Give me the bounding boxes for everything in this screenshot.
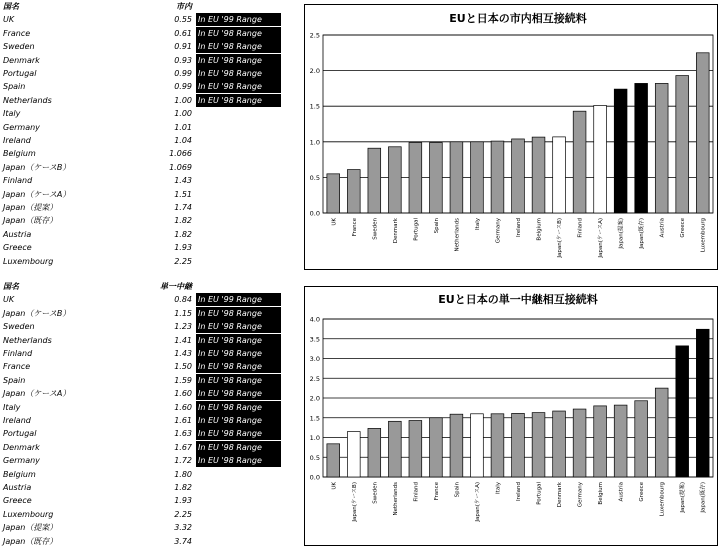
table-row bbox=[0, 147, 282, 160]
bar bbox=[573, 409, 586, 477]
row-rate: 1.82 bbox=[174, 229, 192, 239]
row-rate: 1.50 bbox=[174, 362, 192, 372]
range-badge: In EU '98 Range bbox=[196, 387, 281, 400]
y-tick-label: 0.5 bbox=[309, 453, 320, 462]
table-row bbox=[0, 468, 282, 481]
bar bbox=[512, 139, 525, 213]
table-row bbox=[0, 334, 282, 347]
row-rate: 1.066 bbox=[169, 149, 192, 159]
row-rate: 1.60 bbox=[174, 402, 192, 412]
row-country: Greece bbox=[3, 496, 32, 506]
table-row bbox=[0, 307, 282, 320]
table-row bbox=[0, 347, 282, 360]
header-rate: 単一中継 bbox=[160, 282, 192, 291]
x-tick-label: Austria bbox=[618, 482, 625, 502]
x-tick-label: Belgium bbox=[536, 217, 543, 241]
bar bbox=[409, 421, 422, 477]
row-rate: 1.93 bbox=[174, 496, 192, 506]
x-tick-label: Greece bbox=[639, 482, 646, 502]
bar bbox=[512, 413, 525, 477]
row-country: Finland bbox=[3, 176, 33, 186]
x-tick-label: Belgium bbox=[598, 482, 605, 505]
y-tick-label: 2.5 bbox=[309, 374, 320, 383]
row-country: Japan（ケースB） bbox=[3, 308, 71, 318]
y-tick-label: 1.0 bbox=[309, 138, 320, 147]
range-badge: In EU '98 Range bbox=[196, 347, 281, 360]
row-rate: 1.63 bbox=[174, 429, 192, 439]
row-country: Germany bbox=[3, 122, 40, 132]
chart-title: EUと日本の単一中継相互接続料 bbox=[438, 293, 598, 306]
row-rate: 1.61 bbox=[174, 416, 192, 425]
transit-rate-chart bbox=[305, 287, 717, 545]
table-row bbox=[0, 320, 282, 333]
row-rate: 3.32 bbox=[174, 523, 192, 533]
row-country: Denmark bbox=[3, 55, 40, 65]
row-rate: 1.82 bbox=[174, 483, 192, 492]
x-tick-label: Japan(既存) bbox=[700, 482, 707, 513]
range-badge: In EU '99 Range bbox=[196, 293, 281, 306]
y-tick-label: 0.0 bbox=[309, 209, 320, 218]
y-tick-label: 0.5 bbox=[309, 173, 320, 182]
range-badge: In EU '98 Range bbox=[196, 414, 281, 427]
row-rate: 1.59 bbox=[174, 375, 192, 385]
header-rate: 市内 bbox=[176, 2, 192, 11]
row-country: Germany bbox=[3, 456, 40, 466]
y-tick-label: 2.0 bbox=[309, 67, 320, 76]
row-country: Luxembourg bbox=[3, 509, 54, 519]
chart-title: EUと日本の市内相互接続料 bbox=[449, 12, 587, 25]
row-country: Luxembourg bbox=[3, 256, 54, 266]
row-rate: 1.01 bbox=[174, 122, 192, 132]
table-row bbox=[0, 414, 282, 427]
bar bbox=[573, 111, 586, 213]
range-badge: In EU '98 Range bbox=[196, 80, 281, 93]
x-tick-label: Japan(ケースA) bbox=[598, 218, 605, 258]
range-badge: In EU '98 Range bbox=[196, 454, 281, 467]
range-badge: In EU '99 Range bbox=[196, 13, 281, 26]
row-rate: 1.93 bbox=[174, 243, 192, 253]
row-country: Japan（提案） bbox=[3, 523, 58, 533]
table-row bbox=[0, 255, 282, 268]
table-row bbox=[0, 535, 282, 548]
row-country: Japan（ケースB） bbox=[3, 162, 71, 172]
table-row bbox=[0, 94, 282, 107]
x-tick-label: Japan(提案) bbox=[618, 218, 625, 249]
bar bbox=[450, 142, 463, 213]
bar bbox=[696, 329, 709, 477]
row-rate: 0.99 bbox=[174, 82, 192, 92]
bar bbox=[347, 170, 360, 213]
bar bbox=[532, 413, 545, 477]
table-row bbox=[0, 107, 282, 120]
row-country: Japan（ケースA） bbox=[3, 189, 71, 199]
x-tick-label: France bbox=[351, 218, 358, 237]
x-tick-label: Netherlands bbox=[392, 482, 399, 516]
range-badge: In EU '98 Range bbox=[196, 307, 281, 320]
row-rate: 1.60 bbox=[174, 389, 192, 399]
row-rate: 1.74 bbox=[174, 203, 192, 212]
bar bbox=[327, 444, 340, 477]
table-row bbox=[0, 134, 282, 147]
table-row bbox=[0, 481, 282, 494]
x-tick-label: Finland bbox=[413, 482, 420, 502]
row-country: Ireland bbox=[3, 416, 31, 425]
range-badge: In EU '98 Range bbox=[196, 94, 281, 107]
table-row bbox=[0, 454, 282, 467]
bar bbox=[491, 141, 504, 213]
table-row bbox=[0, 508, 282, 521]
bar bbox=[471, 142, 484, 213]
table-row bbox=[0, 174, 282, 187]
row-rate: 1.41 bbox=[174, 335, 192, 345]
x-tick-label: Japan(ケースB) bbox=[557, 218, 564, 258]
table-row bbox=[0, 54, 282, 67]
y-tick-label: 0.0 bbox=[309, 473, 320, 482]
row-country: Portugal bbox=[3, 429, 37, 439]
row-rate: 1.72 bbox=[174, 456, 192, 466]
table-row bbox=[0, 241, 282, 254]
bar bbox=[327, 174, 340, 213]
x-tick-label: Italy bbox=[474, 218, 481, 230]
bar bbox=[430, 418, 443, 477]
y-tick-label: 2.0 bbox=[309, 394, 320, 403]
row-country: Portugal bbox=[3, 69, 37, 78]
row-country: Finland bbox=[3, 349, 33, 358]
y-tick-label: 1.0 bbox=[309, 434, 320, 442]
bar bbox=[614, 405, 627, 477]
x-tick-label: Netherlands bbox=[454, 218, 461, 252]
row-rate: 1.43 bbox=[174, 176, 192, 186]
row-country: Japan（既存） bbox=[3, 536, 58, 546]
bar bbox=[430, 143, 443, 213]
bar bbox=[471, 414, 484, 477]
y-tick-label: 1.5 bbox=[309, 102, 320, 111]
row-rate: 1.15 bbox=[174, 308, 192, 318]
row-country: UK bbox=[3, 295, 15, 305]
bar bbox=[409, 143, 422, 213]
local-rate-table bbox=[0, 0, 282, 272]
y-tick-label: 3.5 bbox=[309, 335, 320, 344]
table-row bbox=[0, 228, 282, 241]
bar bbox=[368, 428, 381, 477]
row-country: Spain bbox=[3, 375, 26, 385]
table-row bbox=[0, 161, 282, 174]
bar bbox=[388, 147, 401, 213]
row-country: Japan（ケースA） bbox=[3, 389, 71, 399]
x-tick-label: Spain bbox=[433, 218, 440, 234]
x-tick-label: Germany bbox=[577, 482, 584, 508]
x-tick-label: Japan(既存) bbox=[639, 218, 646, 249]
x-tick-label: Greece bbox=[680, 218, 687, 238]
table-row bbox=[0, 80, 282, 93]
row-country: UK bbox=[3, 15, 15, 25]
x-tick-label: Austria bbox=[659, 218, 666, 238]
x-tick-label: Denmark bbox=[557, 482, 564, 508]
row-country: Belgium bbox=[3, 469, 36, 479]
table-row bbox=[0, 40, 282, 53]
row-rate: 1.00 bbox=[174, 95, 192, 105]
range-badge: In EU '98 Range bbox=[196, 334, 281, 347]
row-country: Belgium bbox=[3, 149, 36, 159]
bar bbox=[553, 137, 566, 213]
table-row bbox=[0, 441, 282, 454]
table-row bbox=[0, 494, 282, 507]
row-country: France bbox=[3, 28, 31, 38]
table-row bbox=[0, 121, 282, 134]
row-country: Greece bbox=[3, 243, 32, 253]
row-country: Japan（提案） bbox=[3, 203, 58, 212]
x-tick-label: Japan(提案) bbox=[680, 482, 687, 513]
x-tick-label: Portugal bbox=[413, 218, 420, 241]
bar bbox=[696, 53, 709, 213]
x-tick-label: Luxembourg bbox=[659, 482, 666, 517]
row-rate: 2.25 bbox=[174, 256, 192, 266]
range-badge: In EU '98 Range bbox=[196, 360, 281, 373]
row-rate: 3.74 bbox=[174, 536, 192, 546]
bar bbox=[655, 83, 668, 213]
bar bbox=[594, 105, 607, 213]
bar bbox=[594, 406, 607, 477]
table-row bbox=[0, 27, 282, 40]
row-rate: 1.43 bbox=[174, 349, 192, 358]
x-tick-label: Italy bbox=[495, 482, 502, 494]
row-rate: 1.00 bbox=[174, 109, 192, 119]
row-rate: 1.23 bbox=[174, 322, 192, 332]
row-rate: 1.51 bbox=[174, 189, 192, 199]
row-country: Austria bbox=[3, 229, 32, 239]
x-tick-label: France bbox=[433, 482, 440, 501]
bar bbox=[635, 83, 648, 213]
bar bbox=[347, 432, 360, 477]
y-tick-label: 2.5 bbox=[309, 31, 320, 40]
row-rate: 0.93 bbox=[174, 55, 192, 65]
range-badge: In EU '98 Range bbox=[196, 427, 281, 440]
range-badge: In EU '98 Range bbox=[196, 27, 281, 40]
bar bbox=[553, 411, 566, 477]
row-country: Sweden bbox=[3, 42, 35, 52]
table-row bbox=[0, 201, 282, 214]
x-tick-label: Luxembourg bbox=[700, 218, 707, 253]
row-country: Japan（既存） bbox=[3, 216, 58, 226]
table-row bbox=[0, 293, 282, 306]
range-badge: In EU '98 Range bbox=[196, 441, 281, 454]
row-country: Spain bbox=[3, 82, 26, 92]
row-rate: 2.25 bbox=[174, 509, 192, 519]
table-row bbox=[0, 521, 282, 534]
row-rate: 1.67 bbox=[174, 442, 192, 452]
bar bbox=[676, 346, 689, 477]
range-badge: In EU '98 Range bbox=[196, 401, 281, 414]
row-rate: 0.84 bbox=[174, 295, 192, 305]
x-tick-label: Japan(ケースB) bbox=[351, 482, 358, 522]
row-rate: 1.80 bbox=[174, 469, 192, 479]
row-country: France bbox=[3, 362, 31, 372]
bar bbox=[368, 148, 381, 213]
local-rate-chart bbox=[305, 5, 717, 269]
x-tick-label: Spain bbox=[454, 482, 461, 498]
row-country: Sweden bbox=[3, 322, 35, 332]
row-country: Italy bbox=[3, 402, 21, 412]
x-tick-label: Portugal bbox=[536, 482, 543, 505]
x-tick-label: Germany bbox=[495, 218, 502, 244]
table-row bbox=[0, 67, 282, 80]
range-badge: In EU '98 Range bbox=[196, 40, 281, 53]
x-tick-label: Finland bbox=[577, 218, 584, 238]
table-row bbox=[0, 188, 282, 201]
table-row bbox=[0, 360, 282, 373]
x-tick-label: Ireland bbox=[516, 218, 522, 238]
bar bbox=[532, 137, 545, 213]
row-rate: 0.91 bbox=[174, 42, 192, 52]
bar bbox=[491, 414, 504, 477]
row-rate: 1.069 bbox=[169, 162, 192, 172]
y-tick-label: 1.5 bbox=[309, 414, 320, 423]
row-country: Ireland bbox=[3, 136, 31, 145]
bar bbox=[614, 89, 627, 213]
range-badge: In EU '98 Range bbox=[196, 54, 281, 67]
range-badge: In EU '98 Range bbox=[196, 374, 281, 387]
transit-rate-table bbox=[0, 280, 282, 548]
row-rate: 0.55 bbox=[174, 15, 192, 25]
x-tick-label: Denmark bbox=[392, 218, 399, 244]
table-row bbox=[0, 427, 282, 440]
row-rate: 1.82 bbox=[174, 216, 192, 226]
x-tick-label: UK bbox=[331, 482, 338, 490]
bar bbox=[676, 76, 689, 213]
y-tick-label: 4.0 bbox=[309, 315, 320, 324]
row-rate: 0.61 bbox=[174, 28, 192, 38]
row-rate: 1.04 bbox=[174, 136, 192, 145]
table-row bbox=[0, 374, 282, 387]
row-country: Austria bbox=[3, 483, 32, 492]
header-country: 国名 bbox=[3, 282, 19, 291]
table-header bbox=[0, 280, 282, 293]
header-country: 国名 bbox=[3, 2, 19, 11]
table-row bbox=[0, 401, 282, 414]
y-tick-label: 3.0 bbox=[309, 355, 320, 363]
row-rate: 0.99 bbox=[174, 69, 192, 78]
table-row bbox=[0, 387, 282, 400]
x-tick-label: Japan(ケースA) bbox=[474, 482, 481, 522]
bar bbox=[388, 421, 401, 477]
range-badge: In EU '98 Range bbox=[196, 320, 281, 333]
transit-rate-chart-panel bbox=[304, 286, 718, 546]
x-tick-label: Sweden bbox=[372, 218, 379, 240]
bar bbox=[655, 388, 668, 477]
row-country: Netherlands bbox=[3, 335, 52, 345]
x-tick-label: Ireland bbox=[516, 482, 522, 502]
bar bbox=[450, 414, 463, 477]
table-row bbox=[0, 13, 282, 26]
table-row bbox=[0, 214, 282, 227]
row-country: Netherlands bbox=[3, 95, 52, 105]
range-badge: In EU '98 Range bbox=[196, 67, 281, 80]
local-rate-chart-panel bbox=[304, 4, 718, 270]
x-tick-label: UK bbox=[331, 218, 338, 226]
table-header bbox=[0, 0, 282, 13]
x-tick-label: Sweden bbox=[372, 482, 379, 504]
row-country: Italy bbox=[3, 109, 21, 119]
bar bbox=[635, 401, 648, 477]
row-country: Denmark bbox=[3, 442, 40, 452]
